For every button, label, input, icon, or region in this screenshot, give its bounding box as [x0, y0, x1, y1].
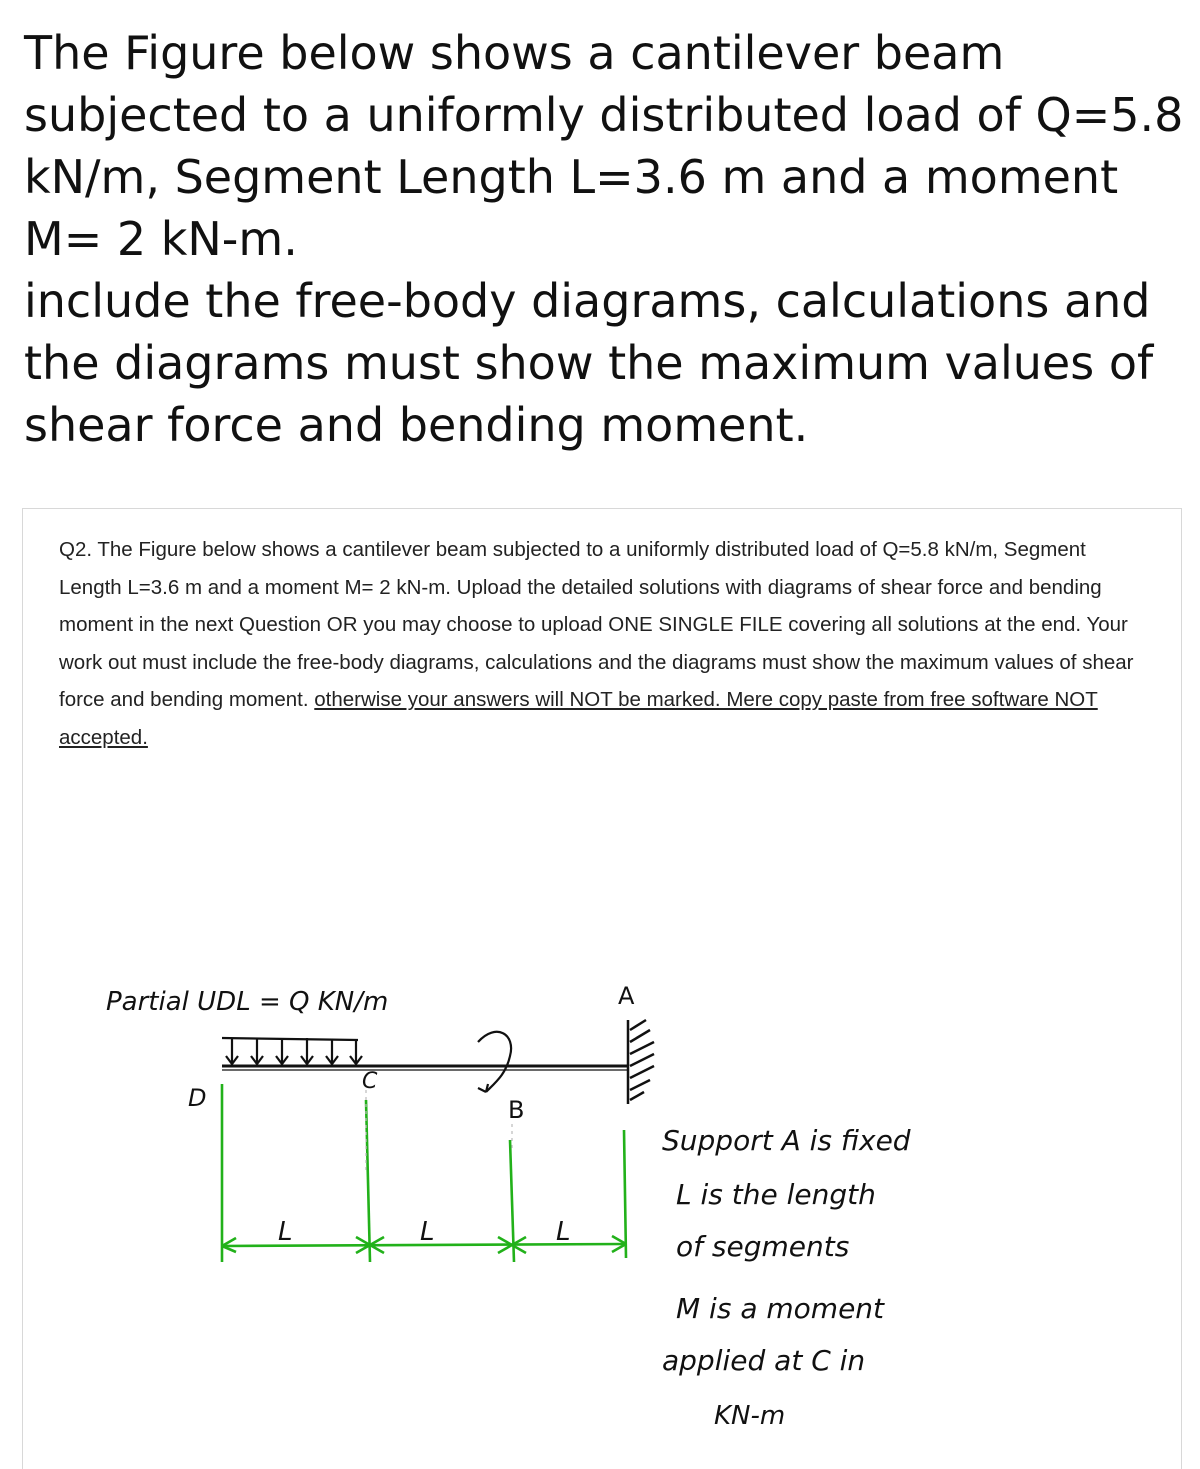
heading-paragraph-1: The Figure below shows a cantilever beam subjected to a uniformly distributed load of Q=5.8 kN/m, Segment Length L=3.6 m and a moment M= 2 kN-m.: [24, 26, 1184, 266]
udl-arrows: [222, 1038, 362, 1064]
question-warning: otherwise your answers will NOT be marked. Mere copy paste from free software NOT accepted.: [59, 688, 1098, 749]
handwritten-notes: [662, 1124, 911, 1431]
heading-paragraph-2: include the free-body diagrams, calculations and the diagrams must show the maximum values of shear force and bending moment.: [24, 274, 1154, 452]
note-line-3: of segments: [676, 1230, 850, 1263]
segment-label-cb: L: [420, 1217, 435, 1247]
note-line-5: applied at C in: [662, 1344, 866, 1377]
segment-label-dc: L: [278, 1217, 293, 1247]
cantilever-beam: [222, 1066, 628, 1070]
fixed-support-a: [628, 1020, 654, 1104]
guide-lines: [366, 1090, 512, 1170]
point-b-label: B: [508, 1096, 525, 1124]
segment-label-ba: L: [556, 1217, 571, 1247]
point-c-label: C: [362, 1069, 378, 1094]
note-line-6: KN-m: [714, 1401, 786, 1431]
note-line-2: L is the length: [676, 1178, 876, 1211]
point-a-label: A: [618, 982, 635, 1010]
udl-label: Partial UDL = Q KN/m: [106, 987, 389, 1017]
question-body: Q2. The Figure below shows a cantilever beam subjected to a uniformly distributed load of Q=5.8 kN/m, Segment Length L=3.6 m and a moment M= 2 kN-m. Upload the detailed solutions with diagrams of shear force and bending moment in the next Question OR you may choose to upload ONE SINGLE FILE covering all solutions at the end. Your work out must include the free-body diagrams, calculations and the diagrams must show the maximum values of shear force and bending moment.: [59, 538, 1134, 711]
point-d-label: D: [188, 1084, 207, 1112]
moment-symbol: [478, 1032, 511, 1092]
note-line-4: M is a moment: [676, 1292, 885, 1325]
note-line-1: Support A is fixed: [662, 1124, 911, 1157]
